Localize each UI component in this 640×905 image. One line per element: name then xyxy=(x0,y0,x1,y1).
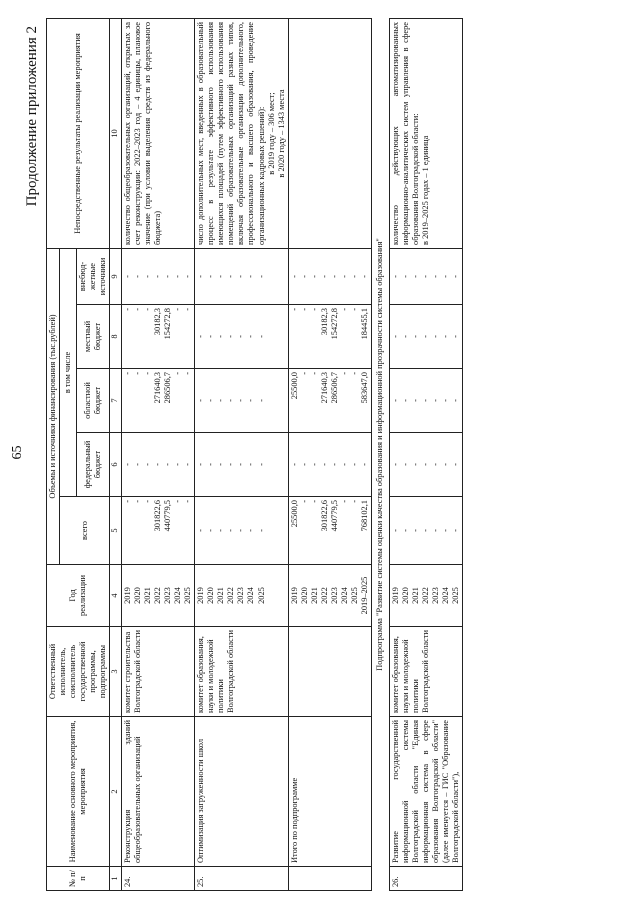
cell-line: - xyxy=(152,463,162,466)
regional-values xyxy=(195,369,289,433)
cell-line: 2023 xyxy=(236,587,246,604)
cell-line: 440779,5 xyxy=(162,500,172,532)
cell-line: - xyxy=(340,372,350,375)
cell-line: - xyxy=(430,399,440,402)
cell-line: 2020 xyxy=(299,587,309,604)
local-values xyxy=(389,305,463,369)
cell-line: - xyxy=(172,372,182,375)
cell-line: 271640,3 xyxy=(320,372,330,404)
subprogram-title: Подпрограмма "Развитие системы оценки качества образования и информационной прозрачности системы образования" xyxy=(372,18,389,890)
cell-line: - xyxy=(340,275,350,278)
header-regional: областной бюджет xyxy=(77,369,110,433)
total-label: Итого по подпрограмме xyxy=(288,717,372,867)
table-row xyxy=(121,18,195,890)
cell-line: - xyxy=(450,529,460,532)
cell-line: - xyxy=(216,529,226,532)
column-index: 10 xyxy=(110,18,121,248)
measure-result: количество общеобразовательных организаций, открытых за счет реконструкции: 2022–2023 год – 4 единицы, плановое значение (при условии выделения средств из федерального бюджета) xyxy=(121,18,195,248)
header-extrabudget: внебюд-жетные источники xyxy=(77,248,110,304)
table-row xyxy=(389,18,463,890)
cell-line: - xyxy=(420,399,430,402)
cell-line: - xyxy=(420,463,430,466)
result-line: в 2019–2025 годах – 1 единица xyxy=(420,135,430,245)
cell-line: - xyxy=(299,308,309,311)
cell-line: - xyxy=(430,463,440,466)
cell-line: - xyxy=(440,335,450,338)
cell-line: 2021 xyxy=(142,587,152,604)
federal-values xyxy=(288,433,372,497)
cell-line: - xyxy=(206,275,216,278)
cell-line: 2025 xyxy=(256,587,266,604)
cell-line: 2021 xyxy=(216,587,226,604)
cell-line: - xyxy=(246,399,256,402)
cell-line: 2022 xyxy=(226,587,236,604)
cell-line: - xyxy=(309,275,319,278)
cell-line: 583647,0 xyxy=(360,372,370,404)
cell-line: - xyxy=(320,275,330,278)
cell-line: - xyxy=(132,500,142,503)
cell-line: - xyxy=(299,500,309,503)
cell-line: - xyxy=(390,529,400,532)
cell-line: - xyxy=(450,399,460,402)
cell-line: - xyxy=(350,308,360,311)
federal-values xyxy=(121,433,195,497)
extrabudget-values xyxy=(389,248,463,304)
year-list xyxy=(389,565,463,627)
cell-line: - xyxy=(122,308,132,311)
column-index: 2 xyxy=(110,717,121,867)
cell-line: 154272,8 xyxy=(330,308,340,340)
cell-line: 2022 xyxy=(152,587,162,604)
cell-line: 2025 xyxy=(450,587,460,604)
cell-line: - xyxy=(183,308,193,311)
cell-line: - xyxy=(122,500,132,503)
cell-line: 2021 xyxy=(410,587,420,604)
cell-line: 2024 xyxy=(246,587,256,604)
cell-line: - xyxy=(390,275,400,278)
cell-line: 2024 xyxy=(172,587,182,604)
cell-line: - xyxy=(360,275,370,278)
cell-line: - xyxy=(142,308,152,311)
measure-name: Развитие государственной информационной системы Волгоградской области "Единая информационная система в сфере образования Волгоградской области" (далее именуется – ГИС "Образование Волгоградской области"), xyxy=(389,717,463,867)
cell-line: - xyxy=(183,463,193,466)
cell-line: - xyxy=(172,500,182,503)
result-line: в 2020 году – 1343 места xyxy=(276,89,286,178)
cell-line: - xyxy=(430,529,440,532)
cell-line: - xyxy=(440,463,450,466)
cell-line: - xyxy=(390,335,400,338)
cell-line: 768102,1 xyxy=(360,500,370,532)
cell-line: - xyxy=(196,399,206,402)
cell-line: 2023 xyxy=(430,587,440,604)
cell-line: - xyxy=(420,275,430,278)
header-year: Год реализации xyxy=(47,565,110,627)
cell-line: 286506,7 xyxy=(162,372,172,404)
cell-line: 301822,6 xyxy=(320,500,330,532)
header-funding: Объемы и источники финансирования (тыс.рублей) xyxy=(47,248,60,564)
header-name: Наименование основного мероприятия, мероприятия xyxy=(47,717,110,867)
cell-line: - xyxy=(226,275,236,278)
cell-line: - xyxy=(183,500,193,503)
cell-line: - xyxy=(450,275,460,278)
cell-line: - xyxy=(289,463,299,466)
cell-line: - xyxy=(256,399,266,402)
cell-line: - xyxy=(400,335,410,338)
cell-line: 154272,8 xyxy=(162,308,172,340)
cell-line: - xyxy=(340,463,350,466)
cell-line: - xyxy=(350,500,360,503)
subprogram-total-row xyxy=(288,18,372,890)
column-index: 5 xyxy=(110,497,121,565)
result-line: в 2019 году – 306 мест; xyxy=(266,92,276,175)
cell-line: - xyxy=(132,372,142,375)
cell-line: - xyxy=(309,308,319,311)
cell-line: 2020 xyxy=(206,587,216,604)
cell-line: - xyxy=(226,463,236,466)
cell-line: - xyxy=(216,399,226,402)
cell-line: - xyxy=(122,275,132,278)
cell-line: - xyxy=(122,372,132,375)
cell-line: - xyxy=(309,500,319,503)
cell-line: - xyxy=(216,275,226,278)
cell-line: - xyxy=(450,463,460,466)
row-number: 24. xyxy=(121,867,195,891)
cell-line: - xyxy=(132,275,142,278)
cell-line: - xyxy=(206,529,216,532)
responsible-executor: комитет образования, науки и молодежной политики Волгоградской области xyxy=(389,627,463,717)
cell-line: - xyxy=(162,463,172,466)
column-index: 1 xyxy=(110,867,121,891)
cell-line: 2025 xyxy=(350,587,360,604)
column-index: 8 xyxy=(110,305,121,369)
year-list xyxy=(121,565,195,627)
cell-line: - xyxy=(400,463,410,466)
header-row-1 xyxy=(47,18,60,890)
cell-line: - xyxy=(440,399,450,402)
cell-line: 2025 xyxy=(183,587,193,604)
appendix-continuation: Продолжение приложения 2 xyxy=(24,26,40,207)
cell-line: - xyxy=(216,335,226,338)
cell-line: - xyxy=(172,308,182,311)
cell-line: - xyxy=(340,500,350,503)
cell-line: - xyxy=(410,335,420,338)
cell-line: - xyxy=(256,275,266,278)
measure-name: Реконструкция зданий общеобразовательных организаций xyxy=(121,717,195,867)
column-index: 9 xyxy=(110,248,121,304)
total-values xyxy=(288,497,372,565)
measure-name: Оптимизация загруженности школ xyxy=(195,717,289,867)
cell-line: - xyxy=(226,529,236,532)
cell-line: - xyxy=(450,335,460,338)
cell-line: - xyxy=(172,463,182,466)
cell-line: - xyxy=(420,335,430,338)
cell-line: 30182,3 xyxy=(320,308,330,336)
cell-line: - xyxy=(236,463,246,466)
cell-line: - xyxy=(206,399,216,402)
federal-values xyxy=(389,433,463,497)
cell-line: 25500,0 xyxy=(289,500,299,528)
page-number: 65 xyxy=(10,445,25,460)
cell-line: 2019–2025 xyxy=(360,576,370,615)
cell-line: - xyxy=(299,372,309,375)
cell-line: - xyxy=(236,275,246,278)
cell-line: 2019 xyxy=(390,587,400,604)
cell-line: 271640,3 xyxy=(152,372,162,404)
cell-line: 2022 xyxy=(320,587,330,604)
cell-line: 25500,0 xyxy=(289,372,299,400)
cell-line: - xyxy=(440,275,450,278)
cell-line: - xyxy=(400,275,410,278)
cell-line: 2020 xyxy=(132,587,142,604)
measure-result xyxy=(195,18,289,248)
responsible-executor: комитет образования, науки и молодежной политики Волгоградской области xyxy=(195,627,289,717)
cell-line: - xyxy=(236,335,246,338)
cell-line: - xyxy=(390,463,400,466)
cell-line: - xyxy=(122,463,132,466)
responsible-executor: комитет строительства Волгоградской области xyxy=(121,627,195,717)
header-results: Непосредственные результаты реализации мероприятия xyxy=(47,18,110,248)
row-number: 25. xyxy=(195,867,289,891)
header-in-that: в том числе xyxy=(60,248,77,496)
cell-line: - xyxy=(430,335,440,338)
header-local: местный бюджет xyxy=(77,305,110,369)
cell-line: - xyxy=(410,275,420,278)
cell-line: - xyxy=(162,275,172,278)
cell-line: 2023 xyxy=(330,587,340,604)
cell-line: - xyxy=(340,308,350,311)
regional-values xyxy=(121,369,195,433)
cell-line: - xyxy=(226,335,236,338)
cell-line: - xyxy=(246,335,256,338)
cell-line: - xyxy=(206,335,216,338)
result-text: число дополнительных мест, введенных в образовательный процесс в результате эффективного использования имеющихся площадей (путем эффективного использования помещений образовательных организаций разных типов, включая образовательные организации дополнительного, профессионального и высшего образования, проведение организационных кадровых решений): xyxy=(196,21,266,245)
cell-line: - xyxy=(246,529,256,532)
cell-line: - xyxy=(320,463,330,466)
cell-line: 2020 xyxy=(400,587,410,604)
cell-line: - xyxy=(309,463,319,466)
cell-line: - xyxy=(196,275,206,278)
cell-line: - xyxy=(132,308,142,311)
cell-line: - xyxy=(152,275,162,278)
measure-result xyxy=(389,18,463,248)
local-values xyxy=(288,305,372,369)
cell-line: 2022 xyxy=(420,587,430,604)
cell-line: - xyxy=(226,399,236,402)
result-text: количество действующих автоматизированных информационно-аналитических систем управления в сфере образования Волгоградской области: xyxy=(390,21,420,245)
column-index: 7 xyxy=(110,369,121,433)
local-values xyxy=(195,305,289,369)
total-values xyxy=(195,497,289,565)
local-values xyxy=(121,305,195,369)
cell-line: - xyxy=(350,275,360,278)
cell-line: - xyxy=(246,275,256,278)
subprogram-title-row xyxy=(372,18,389,890)
total-values xyxy=(121,497,195,565)
cell-line: - xyxy=(246,463,256,466)
cell-line: - xyxy=(299,463,309,466)
cell-line: - xyxy=(410,399,420,402)
cell-line: - xyxy=(256,529,266,532)
cell-line: - xyxy=(360,463,370,466)
cell-line: - xyxy=(206,463,216,466)
regional-values xyxy=(288,369,372,433)
cell-line: - xyxy=(400,399,410,402)
regional-values xyxy=(389,369,463,433)
cell-line: - xyxy=(256,463,266,466)
cell-line: 2024 xyxy=(340,587,350,604)
cell-line: - xyxy=(142,500,152,503)
cell-line: - xyxy=(172,275,182,278)
cell-line: - xyxy=(142,372,152,375)
cell-line: - xyxy=(330,275,340,278)
cell-line: 2019 xyxy=(122,587,132,604)
cell-line: - xyxy=(430,275,440,278)
cell-line: - xyxy=(196,463,206,466)
table-row xyxy=(195,18,289,890)
column-index-row xyxy=(110,18,121,890)
cell-line: - xyxy=(132,463,142,466)
cell-line: - xyxy=(256,335,266,338)
cell-line: - xyxy=(350,372,360,375)
cell-line: - xyxy=(236,529,246,532)
cell-line: - xyxy=(183,275,193,278)
header-number: № п/п xyxy=(47,867,110,891)
cell-line: - xyxy=(350,463,360,466)
cell-line: - xyxy=(142,463,152,466)
cell-line: 30182,3 xyxy=(152,308,162,336)
cell-line: 2021 xyxy=(309,587,319,604)
program-table xyxy=(46,18,463,891)
cell-line: - xyxy=(196,529,206,532)
cell-line: 286506,7 xyxy=(330,372,340,404)
cell-line: - xyxy=(236,399,246,402)
cell-line: 2019 xyxy=(196,587,206,604)
extrabudget-values xyxy=(195,248,289,304)
cell-line: - xyxy=(196,335,206,338)
header-total: всего xyxy=(60,497,110,565)
header-federal: федеральный бюджет xyxy=(77,433,110,497)
year-list xyxy=(288,565,372,627)
cell-line: - xyxy=(420,529,430,532)
extrabudget-values xyxy=(288,248,372,304)
cell-line: - xyxy=(390,399,400,402)
cell-line: 440779,5 xyxy=(330,500,340,532)
extrabudget-values xyxy=(121,248,195,304)
cell-line: - xyxy=(289,275,299,278)
cell-line: 301822,6 xyxy=(152,500,162,532)
cell-line: - xyxy=(142,275,152,278)
cell-line: 2023 xyxy=(162,587,172,604)
cell-line: - xyxy=(440,529,450,532)
cell-line: - xyxy=(410,529,420,532)
cell-line: - xyxy=(309,372,319,375)
column-index: 3 xyxy=(110,627,121,717)
year-list xyxy=(195,565,289,627)
cell-line: 2019 xyxy=(289,587,299,604)
cell-line: - xyxy=(216,463,226,466)
cell-line: - xyxy=(400,529,410,532)
cell-line: - xyxy=(289,308,299,311)
cell-line: - xyxy=(330,463,340,466)
cell-line: 184455,1 xyxy=(360,308,370,340)
total-values xyxy=(389,497,463,565)
column-index: 4 xyxy=(110,565,121,627)
header-responsible: Ответственный исполнитель, соисполнитель государственной программы, подпрограммы xyxy=(47,627,110,717)
column-index: 6 xyxy=(110,433,121,497)
cell-line: 2024 xyxy=(440,587,450,604)
row-number: 26. xyxy=(389,867,463,891)
cell-line: - xyxy=(299,275,309,278)
cell-line: - xyxy=(183,372,193,375)
federal-values xyxy=(195,433,289,497)
cell-line: - xyxy=(410,463,420,466)
